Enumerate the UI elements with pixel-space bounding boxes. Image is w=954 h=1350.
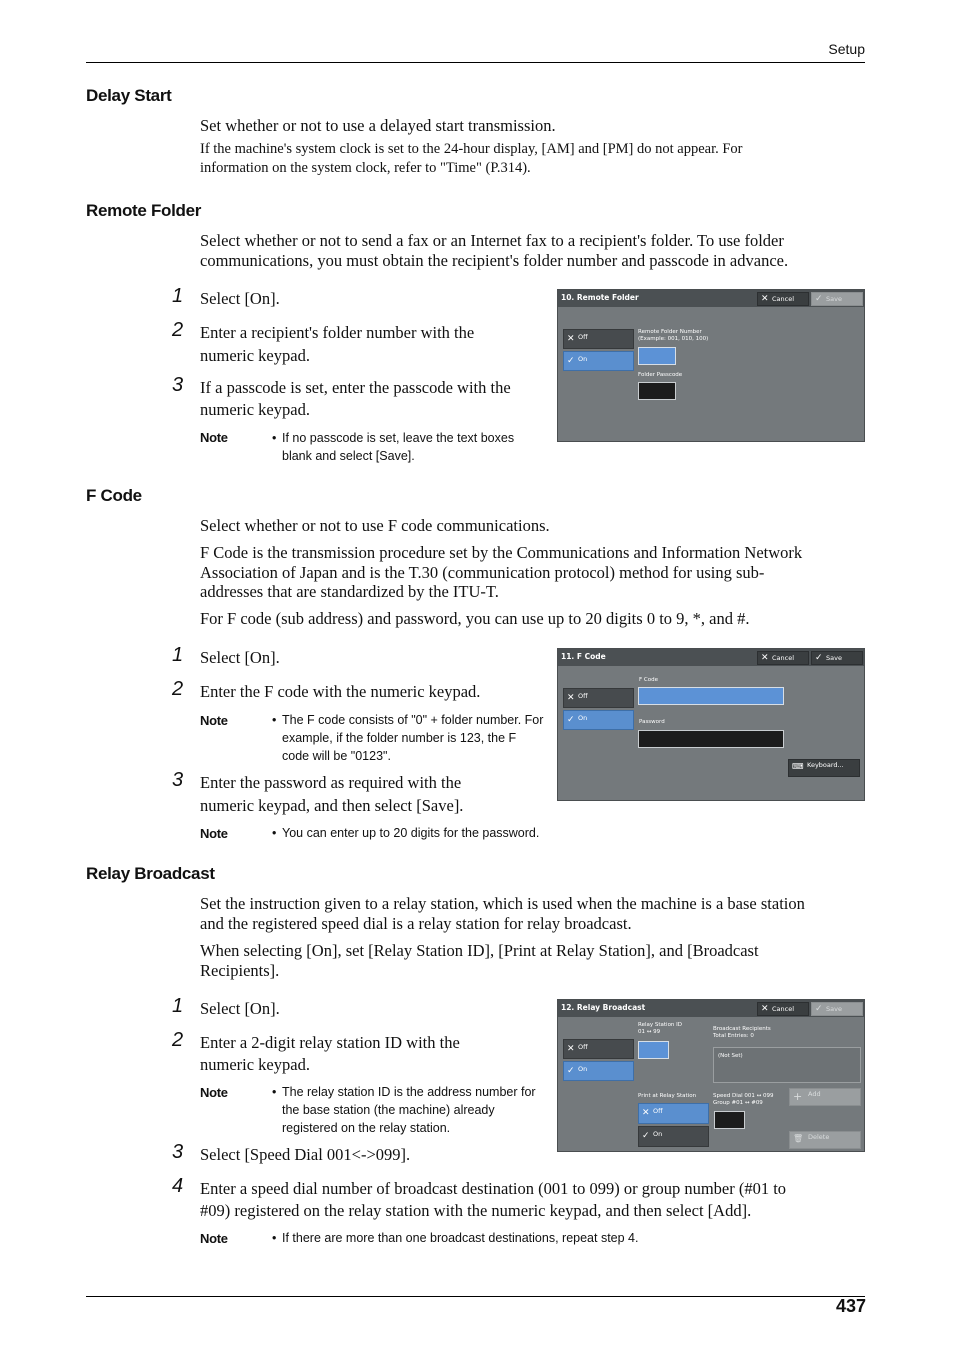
f-code-para2-line1: F Code is the transmission procedure set by the Communications and Information Network [200,543,803,562]
on-button[interactable]: ✓ On [563,710,634,730]
print-at-relay-label: Print at Relay Station [638,1093,697,1099]
note-text: • If there are more than one broadcast destinations, repeat step 4. [272,1231,639,1245]
relay-desc-line1: Set the instruction given to a relay station, which is used when the machine is a base station [200,894,805,913]
relay-step2-line2: numeric keypad. [200,1055,310,1074]
heading-delay-start: Delay Start [86,86,172,105]
relay-step4-line1: Enter a speed dial number of broadcast destination (001 to 099) or group number (#01 to [200,1179,787,1198]
f-code-para2-line3: addresses that are standardized by the ITU-T. [200,582,499,601]
remote-folder-screen [557,289,865,442]
remote-folder-step1: Select [On]. [200,289,280,308]
heading-relay-broadcast: Relay Broadcast [86,864,215,883]
f-code-step3-line2: numeric keypad, and then select [Save]. [200,796,464,815]
f-code-para3: For F code (sub address) and password, you can use up to 20 digits 0 to 9, *, and #. [200,609,750,628]
check-icon: ✓ [815,294,823,304]
speed-dial-input[interactable] [714,1111,745,1129]
cancel-button[interactable]: ✕ Cancel [757,292,809,306]
check-icon: ✓ [567,1066,575,1076]
on-button[interactable]: ✓ On [563,1061,634,1081]
f-code-screen [557,648,865,801]
note-label: Note [200,430,228,445]
print-off-button[interactable]: ✕ Off [638,1103,709,1124]
folder-number-input[interactable] [638,347,676,365]
note-label: Note [200,826,228,841]
close-icon: ✕ [761,653,769,663]
heading-f-code: F Code [86,486,142,505]
heading-remote-folder: Remote Folder [86,201,202,220]
off-button[interactable]: ✕ Off [563,1039,634,1059]
off-button[interactable]: ✕ Off [563,688,634,708]
broadcast-recipients-label: Broadcast Recipients Total Entries: 0 [713,1026,771,1039]
check-icon: ✓ [567,356,575,366]
f-code-desc: Select whether or not to use F code communications. [200,516,550,535]
print-on-button[interactable]: ✓ On [638,1126,709,1147]
note-text: • If no passcode is set, leave the text boxes blank and select [Save]. [272,431,515,463]
note-text: • The F code consists of "0" + folder number. For example, if the folder number is 123, the F code will be "0123". [272,713,544,763]
f-code-label: F Code [639,677,658,683]
delay-start-note-line2: information on the system clock, refer to "Time" (P.314). [200,160,531,176]
step-number: 2 [172,319,184,341]
keyboard-button[interactable]: ⌨ Keyboard... [788,759,860,777]
remote-folder-step3-line2: numeric keypad. [200,400,310,419]
step-number: 3 [172,769,184,791]
password-input[interactable] [638,730,784,748]
close-icon: ✕ [761,294,769,304]
delay-start-note-line1: If the machine's system clock is set to the 24-hour display, [AM] and [PM] do not appear. For [200,141,743,157]
keyboard-icon: ⌨ [792,762,804,771]
page-number: 437 [835,1296,866,1316]
trash-icon: 🗑 [793,1134,804,1143]
recipients-list[interactable] [713,1047,861,1083]
remote-folder-step2-line2: numeric keypad. [200,346,310,365]
step-number: 1 [172,995,184,1017]
note-label: Note [200,1231,228,1246]
relay-step3: Select [Speed Dial 001<->099]. [200,1145,411,1164]
close-icon: ✕ [761,1004,769,1014]
relay-station-id-label: Relay Station ID 01 ↔ 99 [638,1022,683,1035]
delay-start-desc: Set whether or not to use a delayed start transmission. [200,116,556,135]
relay-step2-line1: Enter a 2-digit relay station ID with the [200,1033,460,1052]
check-icon: ✓ [815,1004,823,1014]
footer-rule [86,1296,865,1297]
folder-passcode-label: Folder Passcode [638,372,683,378]
screen-title: 10. Remote Folder [561,293,639,302]
plus-icon: + [793,1090,803,1103]
check-icon: ✓ [815,653,823,663]
step-number: 3 [172,374,184,396]
close-icon: ✕ [567,1044,575,1054]
check-icon: ✓ [567,715,575,725]
add-button[interactable]: + Add [789,1088,861,1106]
relay-step1: Select [On]. [200,999,280,1018]
screen-title: 11. F Code [561,652,606,661]
relay-para2-line2: Recipients]. [200,961,280,980]
folder-number-label: Remote Folder Number (Example: 001, 010, 100) [638,329,709,342]
note-text: • The relay station ID is the address number for the base station (the machine) already registered on the relay station. [272,1085,536,1135]
check-icon: ✓ [642,1131,650,1141]
header-rule [86,62,865,63]
close-icon: ✕ [642,1108,650,1118]
delete-button[interactable]: 🗑 Delete [789,1131,861,1149]
f-code-para2-line2: Association of Japan and is the T.30 (communication protocol) method for using sub- [200,563,765,582]
f-code-step1: Select [On]. [200,648,280,667]
note-label: Note [200,713,228,728]
save-button[interactable]: ✓ Save [811,651,863,665]
step-number: 1 [172,285,184,307]
on-button[interactable]: ✓ On [563,351,634,371]
relay-desc-line2: and the registered speed dial is a relay station for relay broadcast. [200,914,632,933]
remote-folder-step2-line1: Enter a recipient's folder number with the [200,323,475,342]
relay-para2-line1: When selecting [On], set [Relay Station ID], [Print at Relay Station], and [Broadcast [200,941,759,960]
screen-title: 12. Relay Broadcast [561,1003,646,1012]
note-label: Note [200,1085,228,1100]
relay-station-id-input[interactable] [638,1041,669,1059]
save-button[interactable]: ✓ Save [811,292,863,306]
step-number: 4 [172,1175,184,1197]
note-text: • You can enter up to 20 digits for the password. [272,826,540,840]
step-number: 2 [172,1029,184,1051]
list-item: (Not Set) [718,1053,743,1059]
remote-folder-desc-line2: communications, you must obtain the recipient's folder number and passcode in advance. [200,251,789,270]
remote-folder-desc-line1: Select whether or not to send a fax or an Internet fax to a recipient's folder. To use folder [200,231,784,250]
cancel-button[interactable]: ✕ Cancel [757,651,809,665]
password-label: Password [639,719,665,725]
close-icon: ✕ [567,693,575,703]
folder-passcode-input[interactable] [638,382,676,400]
relay-broadcast-screen [557,999,865,1152]
save-button[interactable]: ✓ Save [811,1002,863,1016]
off-button[interactable]: ✕ Off [563,329,634,349]
step-number: 3 [172,1141,184,1163]
speed-dial-label: Speed Dial 001 ↔ 099 Group #01 ↔ #09 [713,1093,774,1106]
step-number: 1 [172,644,184,666]
step-number: 2 [172,678,184,700]
running-header: Setup [828,41,865,57]
f-code-step3-line1: Enter the password as required with the [200,773,462,792]
remote-folder-step3-line1: If a passcode is set, enter the passcode with the [200,378,511,397]
close-icon: ✕ [567,334,575,344]
relay-step4-line2: #09) registered on the relay station with the numeric keypad, and then select [Add]. [200,1201,752,1220]
f-code-input[interactable] [638,687,784,705]
cancel-button[interactable]: ✕ Cancel [757,1002,809,1016]
f-code-step2: Enter the F code with the numeric keypad. [200,682,481,701]
